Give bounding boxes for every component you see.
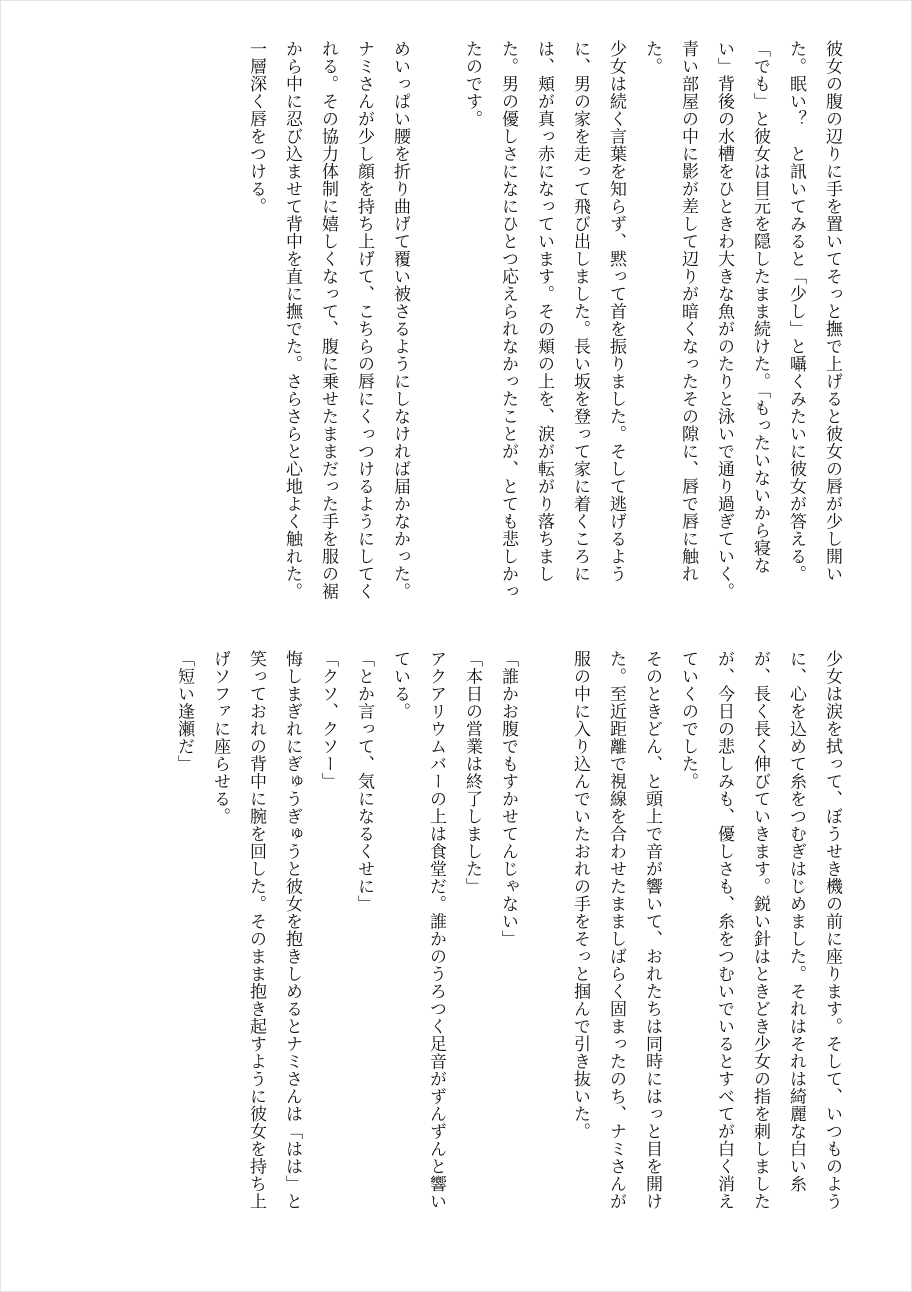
dialogue-line: 「短い逢瀬だ」	[174, 650, 194, 773]
paragraph: 少女は続く言葉を知らず、黙って首を振りました。そして逃げるように、男の家を走って飛び出しました。長い坂を登って家に着くころには、頬が真っ赤になっています。その頬の上を、涙が転がり落ちました。男の優しさになにひとつ応えられなかったことが、とても悲しかったのです。	[462, 40, 626, 600]
paragraph: めいっぱい腰を折り曲げて覆い被さるようにしなければ届かなかった。ナミさんが少し顔を持ち上げて、こちらの唇にくっつけるようにしてくれる。その協力体制に嬉しくなって、腹に乗せたままだった手を服の裾から中に忍び込ませて背中を直に撫でた。さらさらと心地よく触れた。一層深く唇をつける。	[246, 40, 410, 600]
dialogue-line: 「クソ、クソー」	[318, 650, 338, 790]
dialogue-line: 「本日の営業は終了しました」	[462, 650, 482, 895]
dialogue-line: 「とか言って、気になるくせに」	[354, 650, 374, 913]
bottom-text-block	[0, 650, 850, 1210]
dialogue-line: 「誰かお腹でもすかせてんじゃない」	[498, 650, 518, 948]
paragraph: 彼女の腹の辺りに手を置いてそっと撫で上げると彼女の唇が少し開いた。眠い？ と訊いてみると「少し」と囁くみたいに彼女が答える。「でも」と彼女は目元を隠したまま続けた。「もったいないから寝ない」背後の水槽をひときわ大きな魚がのたりと泳いで通り過ぎていく。青い部屋の中に影が差して辺りが暗くなったその隙に、唇で唇に触れた。	[642, 40, 842, 600]
paragraph: 悔しまぎれにぎゅうぎゅうと彼女を抱きしめるとナミさんは「はは」と笑っておれの背中に腕を回した。そのまま抱き起すように彼女を持ち上げソファに座らせる。	[210, 650, 302, 1210]
paragraph: 少女は涙を拭って、ぼうせき機の前に座ります。そして、いつものように、心を込めて糸をつむぎはじめました。それはそれは綺麗な白い糸が、長く長く伸びていきます。鋭い針はときどき少女の指を刺しましたが、今日の悲しみも、優しさも、糸をつむいでいるとすべてが白く消えていくのでした。	[678, 650, 842, 1210]
paragraph: アクアリウムバーの上は食堂だ。誰かのうろつく足音がずんずんと響いている。	[390, 650, 446, 1210]
paragraph: そのときどん、と頭上で音が響いて、おれたちは同時にはっと目を開けた。至近距離で視線を合わせたまましばらく固まったのち、ナミさんが服の中に入り込んでいたおれの手をそっと掴んで引き抜いた。	[570, 650, 662, 1210]
top-text-block	[0, 40, 850, 600]
